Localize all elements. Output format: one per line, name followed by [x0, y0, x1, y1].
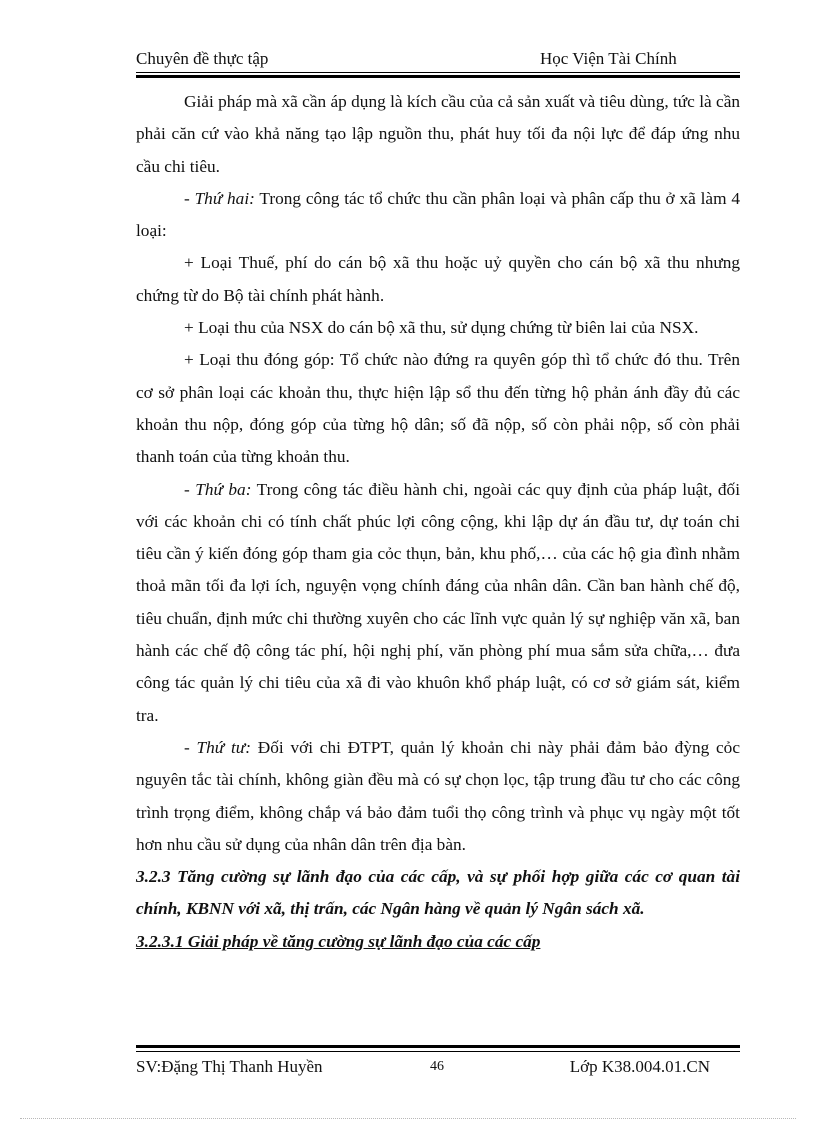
paragraph: + Loại thu của NSX do cán bộ xã thu, sử dụng chứng từ biên lai của NSX. — [184, 318, 699, 338]
header-right-title: Học Viện Tài Chính — [540, 49, 677, 68]
header-rule-thin — [136, 72, 740, 73]
footer-rule-thick — [136, 1045, 740, 1048]
paragraph-label: Thứ ba: — [195, 479, 252, 499]
header-left-title: Chuyên đề thực tập — [136, 49, 269, 68]
section-heading: 3.2.3 Tăng cường sự lãnh đạo của các cấp, và sự phối hợp giữa các cơ quan tài chính, KBNN với xã, thị trấn, các Ngân hàng về quản lý Ngân sách xã. — [136, 867, 740, 919]
paragraph-text: Trong công tác điều hành chi, ngoài các quy định của pháp luật, đối với các khoản chi có tính chất phúc lợi công cộng, khi lập dự án đầu tư, dự toán chi tiêu cần ý kiến đóng góp tham gia cỏc thụn, bản, khu phố,… của các hộ gia đình nhằm thoả mãn tối đa lợi ích, nguyện vọng chính đáng của nhân dân. Cần ban hành chế độ, tiêu chuẩn, định mức chi thường xuyên cho các lĩnh vực quản lý sự nghiệp văn xã, ban hành các chế độ công tác phí, hội nghị phí, văn phòng phí mua sắm sửa chữa,… đưa công tác quản lý chi tiêu của xã đi vào khuôn khổ pháp luật, có cơ sở giám sát, kiểm tra. — [136, 479, 740, 725]
footer-student-name: SV:Đặng Thị Thanh Huyền — [136, 1057, 323, 1076]
header-rule-thick — [136, 75, 740, 78]
paragraph-prefix: - — [184, 737, 197, 757]
page-number: 46 — [430, 1059, 444, 1074]
page-footer — [136, 1055, 740, 1079]
paragraph-text: Trong công tác tổ chức thu cần phân loại và phân cấp thu ở xã làm 4 loại: — [136, 188, 740, 241]
paragraph-label: Thứ hai: — [194, 188, 255, 208]
paragraph — [136, 732, 740, 861]
paragraph — [136, 474, 740, 732]
footer-class-code: Lớp K38.004.01.CN — [569, 1057, 710, 1076]
subsection-heading: 3.2.3.1 Giải pháp về tăng cường sự lãnh đạo của các cấp — [136, 931, 541, 951]
document-body — [136, 86, 740, 958]
paragraph-prefix: - — [184, 188, 195, 208]
paragraph-label: Thứ tư: — [196, 737, 251, 757]
paragraph — [136, 183, 740, 248]
paragraph-prefix: - — [184, 479, 196, 499]
paragraph-text: Đối với chi ĐTPT, quản lý khoản chi này phải đảm bảo đỳng cỏc nguyên tắc tài chính, không giàn đều mà có sự chọn lọc, tập trung đầu tư cho các công trình trọng điểm, không chắp vá bảo đảm tuổi thọ công trình và phục vụ ngày một tốt hơn nhu cầu sử dụng của nhân dân trên địa bàn. — [136, 737, 740, 854]
page-header — [136, 48, 740, 70]
paragraph: + Loại thu đóng góp: Tổ chức nào đứng ra quyên góp thì tổ chức đó thu. Trên cơ sở phân loại các khoản thu, thực hiện lập sổ thu đến từng hộ phản ánh đầy đủ các khoản thu nộp, đóng góp của từng hộ dân; số đã nộp, số còn phải nộp, số còn phải thanh toán của từng khoản thu. — [136, 350, 740, 467]
footer-rule-thin — [136, 1051, 740, 1052]
paragraph: + Loại Thuế, phí do cán bộ xã thu hoặc uỷ quyền cho cán bộ xã thu nhưng chứng từ do Bộ tài chính phát hành. — [136, 253, 740, 305]
page-bottom-divider — [20, 1118, 796, 1119]
paragraph: Giải pháp mà xã cần áp dụng là kích cầu của cả sản xuất và tiêu dùng, tức là cần phải căn cứ vào khả năng tạo lập nguồn thu, phát huy tối đa nội lực để đáp ứng nhu cầu chi tiêu. — [136, 92, 740, 176]
